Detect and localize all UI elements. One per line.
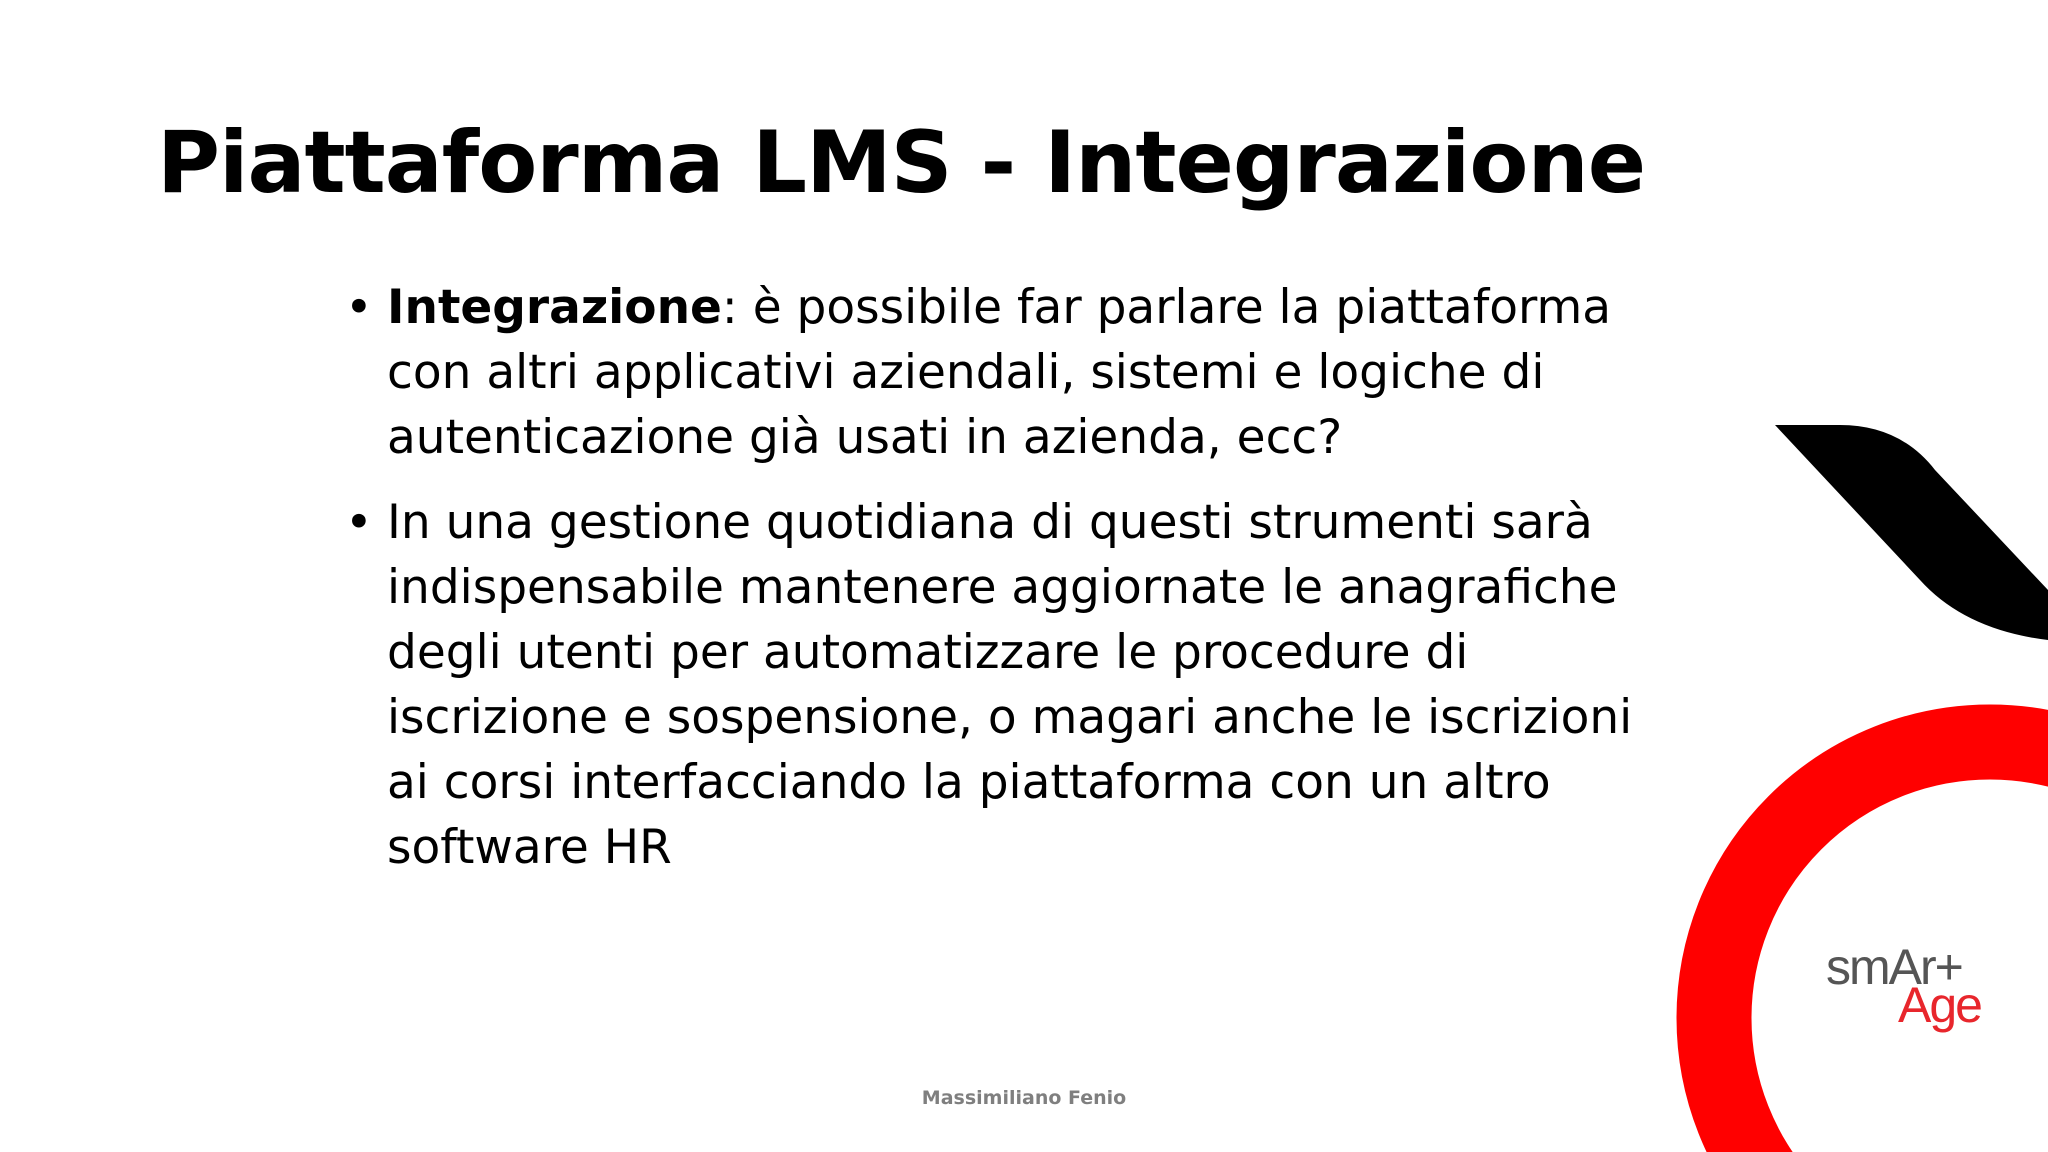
slide-title: Piattaforma LMS - Integrazione	[157, 113, 1646, 213]
footer-author: Massimiliano Fenio	[921, 1087, 1127, 1109]
bullet-text: In una gestione quotidiana di questi strumenti sarà indispensabile mantenere aggiornate le anagrafiche degli utenti per automatizzare le procedure di iscrizione e sospensione, o magari anche le iscrizioni ai corsi interfacciando la piattaforma con un altro software HR	[387, 495, 1633, 875]
bullet-item	[345, 490, 1675, 880]
bullet-text: : è possibile far parlare la piattaforma con altri applicativi aziendali, sistemi e logiche di autenticazione già usati in azienda, ecc?	[387, 280, 1612, 465]
bullet-item	[345, 275, 1675, 470]
bullet-marker: •	[345, 495, 373, 550]
smartage-logo	[1826, 938, 2026, 1034]
bullet-term: Integrazione	[387, 280, 722, 335]
black-swoosh-shape	[1775, 425, 2048, 640]
logo-bottom-text: Age	[1898, 977, 1981, 1033]
logo-top-text: smAr+	[1826, 939, 1962, 995]
bullet-marker: •	[345, 280, 373, 335]
bullet-list	[345, 275, 1675, 880]
